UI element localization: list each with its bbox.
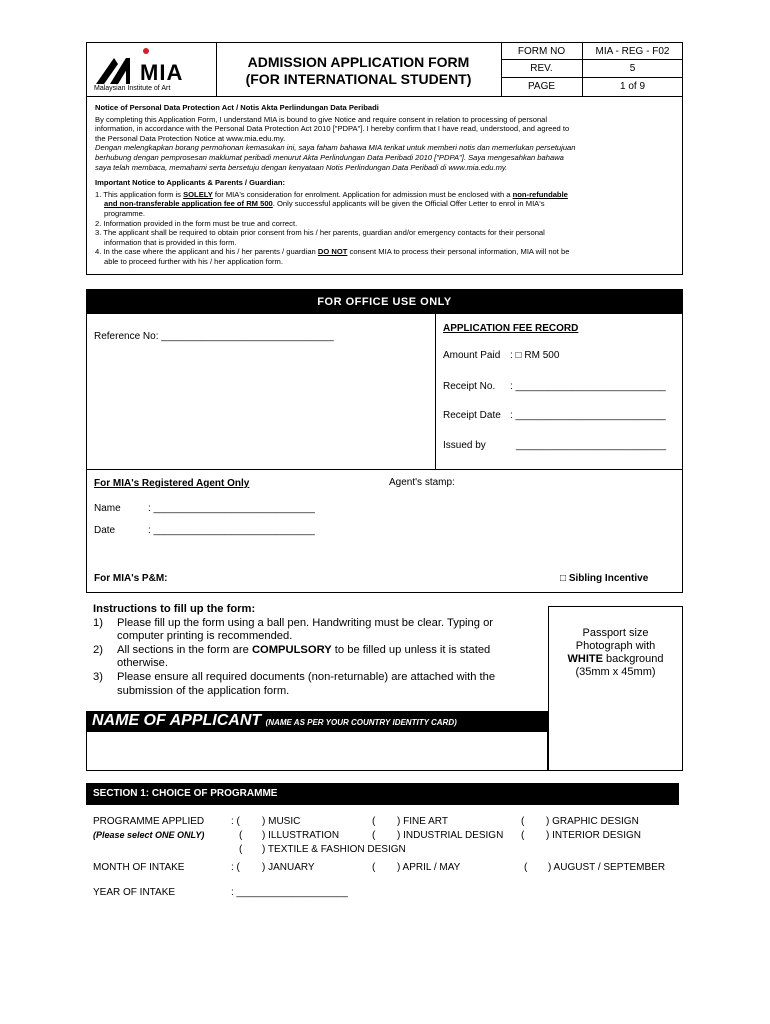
logo-subtitle: Malaysian Institute of Art xyxy=(94,85,171,92)
instruction-1-num: 1) xyxy=(93,616,103,629)
mia-logo xyxy=(92,46,212,94)
instruction-2 xyxy=(93,644,533,671)
passport-line4: (35mm x 45mm) xyxy=(575,666,656,678)
name-section-header xyxy=(86,711,548,731)
notice-item-4c: able to proceed further with his / her application form. xyxy=(104,256,283,266)
notice-item-3b: information that is provided in this form. xyxy=(104,237,237,247)
passport-line3 xyxy=(548,653,683,666)
page-label: PAGE xyxy=(527,81,556,92)
agent-name-field[interactable]: : _____________________________ xyxy=(148,503,315,514)
issued-by-field[interactable]: ___________________________ xyxy=(516,440,667,451)
name-section-subtitle: (NAME AS PER YOUR COUNTRY IDENTITY CARD) xyxy=(265,718,457,727)
notice-heading: Notice of Personal Data Protection Act / Notis Akta Perlindungan Data Peribadi xyxy=(95,103,379,112)
illustration-option[interactable]: ) ILLUSTRATION xyxy=(262,830,340,841)
passport-white: WHITE xyxy=(567,653,603,665)
graphic-paren[interactable]: ( xyxy=(521,816,525,827)
receipt-no-field[interactable]: : ___________________________ xyxy=(510,381,666,392)
issued-by-label: Issued by xyxy=(443,440,486,451)
receipt-date-label: Receipt Date xyxy=(443,410,501,421)
notice-item-3a: 3. The applicant shall be required to obtain prior consent from his / her parents, guardian and/or emergency contacts for their personal xyxy=(95,228,545,238)
item1-nonref: non-refundable xyxy=(512,189,568,199)
item1-part-b: for MIA's consideration for enrolment. Application for admission must be enclosed with a xyxy=(212,189,513,199)
notice-item-1-cont xyxy=(95,199,675,209)
instruction-3-text xyxy=(117,671,495,698)
instruction-1-text xyxy=(117,617,493,644)
textile-fashion-option[interactable]: ) TEXTILE & FASHION DESIGN xyxy=(262,844,406,855)
april-may-option[interactable]: ) APRIL / MAY xyxy=(397,862,461,873)
page-value: 1 of 9 xyxy=(619,81,646,92)
pm-label: For MIA's P&M: xyxy=(94,573,168,584)
instructions-heading: Instructions to fill up the form: xyxy=(93,603,256,615)
applicant-name-field[interactable] xyxy=(86,731,548,771)
passport-photo-text xyxy=(548,627,683,679)
notice-ms-2: berhubung dengan pemprosesan maklumat peribadi menurut Akta Perlindungan Data Peribadi 2010 ["PDPA"]. Saya mengesahkan bahawa xyxy=(95,152,564,162)
header-row-line-1 xyxy=(501,59,683,60)
august-september-option[interactable]: ) AUGUST / SEPTEMBER xyxy=(548,862,666,873)
passport-line2: Photograph with xyxy=(575,640,656,652)
illustration-paren[interactable]: ( xyxy=(239,830,243,841)
year-label: YEAR OF INTAKE xyxy=(93,887,176,898)
instruction-3-line2: submission of the application form. xyxy=(117,684,290,697)
notice-ms-3: saya telah membaca, memahami serta bersetuju dengan kenyataan Notis Perlindungan Data Peribadi di www.mia.edu.my. xyxy=(95,162,508,172)
item1-part-a: 1. This application form is xyxy=(95,189,184,199)
year-field[interactable]: : ____________________ xyxy=(231,887,348,898)
instruction-2-bold: COMPULSORY xyxy=(251,643,332,656)
instruction-1-line1: Please fill up the form using a ball pen. Handwriting must be clear. Typing or xyxy=(117,616,494,629)
textile-paren[interactable]: ( xyxy=(239,844,243,855)
instructions xyxy=(93,603,533,698)
item4-donot: DO NOT xyxy=(317,247,348,257)
amount-paid-label: Amount Paid xyxy=(443,350,501,361)
fee-record-heading: APPLICATION FEE RECORD xyxy=(443,323,579,334)
notice-en-3: the Personal Data Protection Notice at www.mia.edu.my. xyxy=(95,133,286,143)
office-divider xyxy=(435,314,436,469)
passport-line1: Passport size xyxy=(582,627,649,639)
notice-item-2: 2. Information provided in the form must be true and correct. xyxy=(95,218,298,228)
item1-part-e: programme. xyxy=(104,208,145,218)
agent-date-label: Date xyxy=(94,525,116,536)
agent-stamp-label: Agent's stamp: xyxy=(389,477,455,488)
instruction-2-c: to be filled up unless it is stated xyxy=(331,643,491,656)
april-paren[interactable]: ( xyxy=(372,862,376,873)
notice-item-4 xyxy=(95,247,675,257)
header-row-line-2 xyxy=(501,77,683,78)
instruction-3 xyxy=(93,671,533,698)
notice-text xyxy=(95,103,675,273)
rev-value: 5 xyxy=(629,63,636,74)
item1-solely: SOLELY xyxy=(183,189,213,199)
interior-paren[interactable]: ( xyxy=(521,830,525,841)
reference-no-label: Reference No: _______________________________ xyxy=(94,331,334,342)
fine-art-paren[interactable]: ( xyxy=(372,816,376,827)
notice-en-2: information, in accordance with the Personal Data Protection Act 2010 ["PDPA"]. I hereby confirm that I have read, understood, and agreed to xyxy=(95,124,570,134)
industrial-design-option[interactable]: ) INDUSTRIAL DESIGN xyxy=(397,830,504,841)
industrial-paren[interactable]: ( xyxy=(372,830,376,841)
form-no-value: MIA - REG - F02 xyxy=(595,46,670,57)
music-paren[interactable]: : ( xyxy=(231,816,240,827)
august-paren[interactable]: ( xyxy=(524,862,528,873)
instruction-2-num: 2) xyxy=(93,643,103,656)
agent-date-field[interactable]: : _____________________________ xyxy=(148,525,315,536)
instruction-2-text xyxy=(117,644,490,671)
receipt-no-label: Receipt No. xyxy=(443,381,496,392)
january-paren[interactable]: : ( xyxy=(231,862,240,873)
item1-part-d: . Only successful applicants will be given the Official Offer Letter to enrol in MIA's xyxy=(272,199,545,209)
interior-design-option[interactable]: ) INTERIOR DESIGN xyxy=(546,830,642,841)
instruction-1 xyxy=(93,617,533,644)
form-title-line2: (FOR INTERNATIONAL STUDENT) xyxy=(245,71,472,87)
notice-en-1: By completing this Application Form, I understand MIA is bound to give Notice and require consent in relation to processing of personal xyxy=(95,114,548,124)
office-row-line xyxy=(86,469,683,470)
instruction-1-line2: computer printing is recommended. xyxy=(117,630,293,643)
office-heading: FOR OFFICE USE ONLY xyxy=(87,290,682,314)
rev-label: REV. xyxy=(530,63,553,74)
graphic-design-option[interactable]: ) GRAPHIC DESIGN xyxy=(546,816,639,827)
instruction-3-line1: Please ensure all required documents (non-returnable) are attached with the xyxy=(117,670,496,683)
notice-ms-1: Dengan melengkapkan borang permohonan kemasukan ini, saya faham bahawa MIA terikat untuk memberi notis dan memerlukan persetujuan xyxy=(95,143,576,153)
programme-note: (Please select ONE ONLY) xyxy=(93,830,205,840)
item1-part-c: and non-transferable application fee of RM 500 xyxy=(104,199,273,209)
music-option[interactable]: ) MUSIC xyxy=(262,816,301,827)
agent-name-label: Name xyxy=(94,503,121,514)
logo-text: MIA xyxy=(140,60,184,85)
instruction-3-num: 3) xyxy=(93,670,103,683)
amount-paid-value[interactable]: : □ RM 500 xyxy=(510,350,560,361)
january-option[interactable]: ) JANUARY xyxy=(262,862,315,873)
item4-part-b: consent MIA to process their personal information, MIA will not be xyxy=(347,247,570,257)
instruction-2-a: All sections in the form are xyxy=(117,643,252,656)
agent-heading: For MIA's Registered Agent Only xyxy=(94,478,250,489)
passport-line3-rest: background xyxy=(602,653,664,665)
name-section-title: NAME OF APPLICANT xyxy=(92,712,262,729)
instruction-2-line2: otherwise. xyxy=(117,657,168,670)
form-no-label: FORM NO xyxy=(517,46,566,57)
form-title-line1: ADMISSION APPLICATION FORM xyxy=(247,54,470,70)
notice-item-1 xyxy=(95,190,675,200)
fine-art-option[interactable]: ) FINE ART xyxy=(397,816,448,827)
important-heading: Important Notice to Applicants & Parents / Guardian: xyxy=(95,178,286,188)
receipt-date-field[interactable]: : ___________________________ xyxy=(510,410,666,421)
intake-label: MONTH OF INTAKE xyxy=(93,862,185,873)
programme-label: PROGRAMME APPLIED xyxy=(93,816,205,827)
section1-header: SECTION 1: CHOICE OF PROGRAMME xyxy=(86,783,679,805)
sibling-incentive-checkbox[interactable]: □ Sibling Incentive xyxy=(560,573,649,584)
item4-part-a: 4. In the case where the applicant and his / her parents / guardian xyxy=(95,247,318,257)
